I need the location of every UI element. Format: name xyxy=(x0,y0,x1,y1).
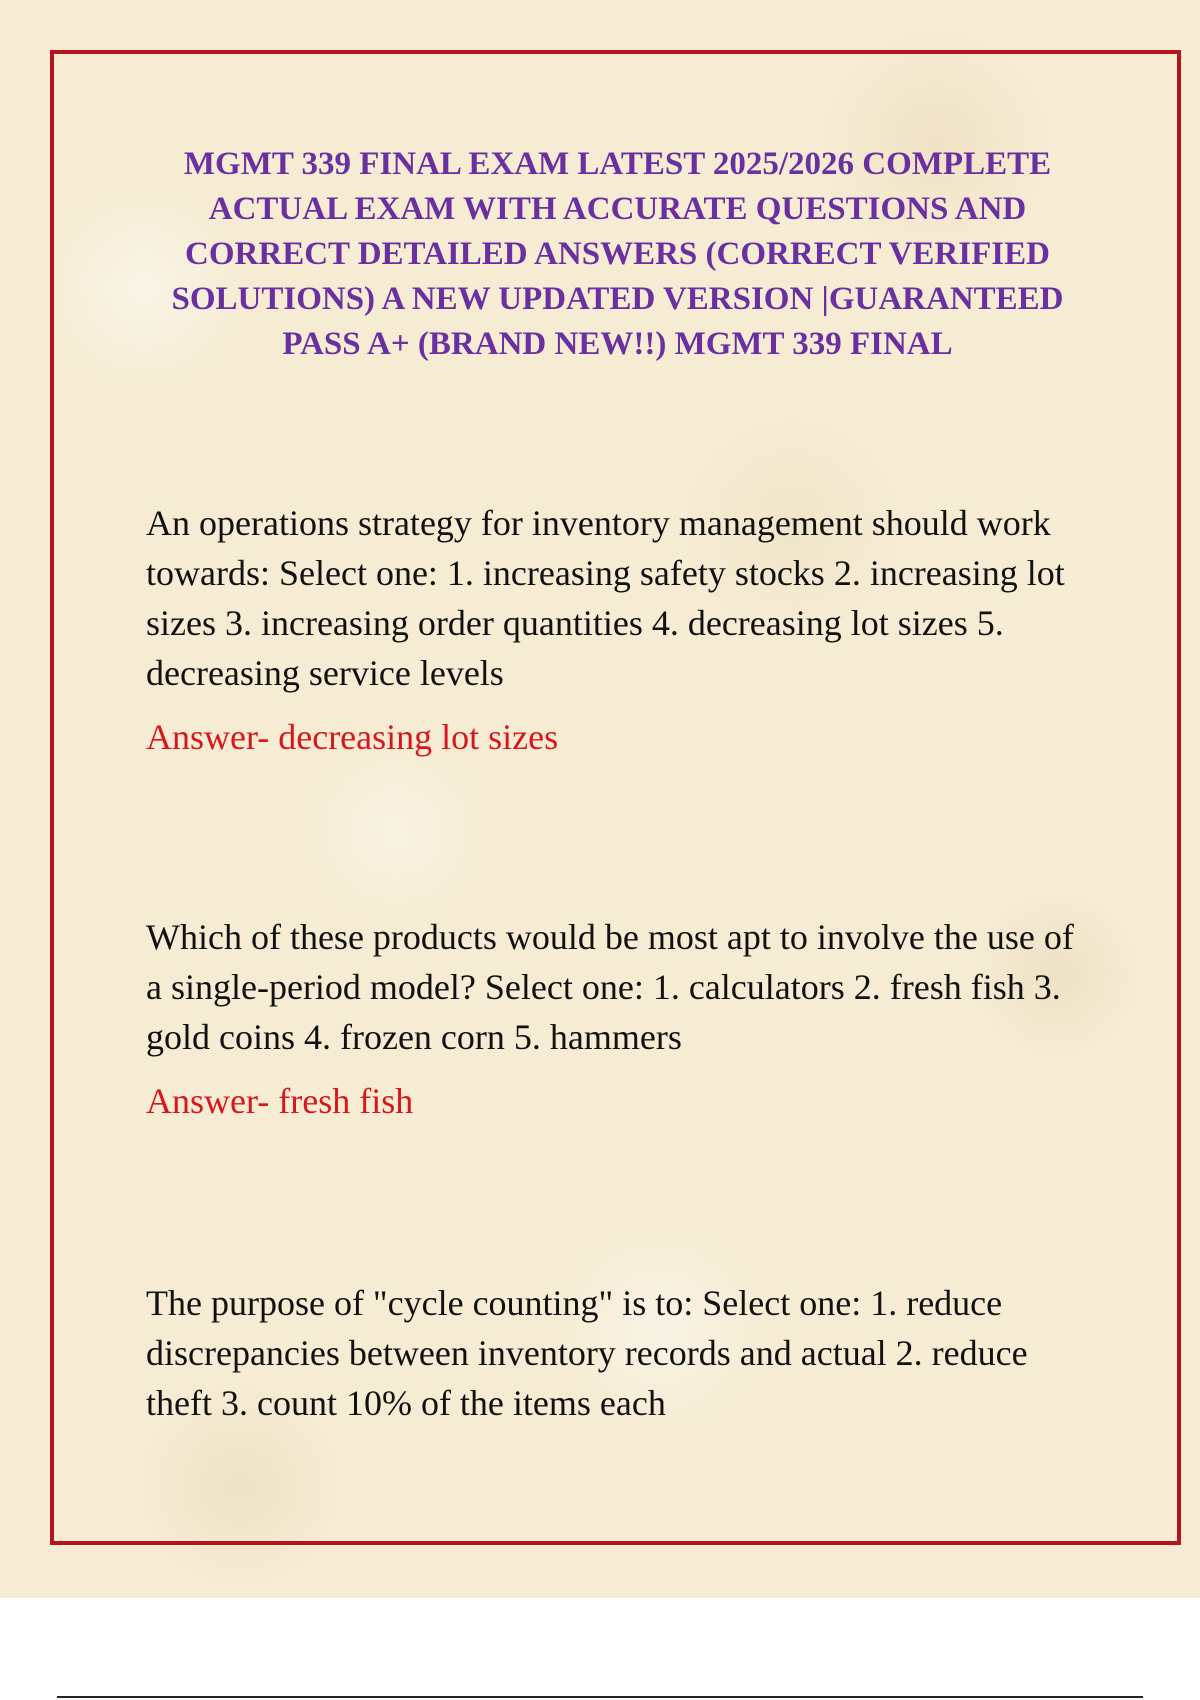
answer-text: Answer- fresh fish xyxy=(146,1081,414,1121)
answer-text: Answer- decreasing lot sizes xyxy=(146,717,559,757)
question-text: Which of these products would be most apt to involve the use of a single-period model? Select one: 1. calculators 2. fresh fish 3. gold coins 4. frozen corn 5. hammers xyxy=(146,917,1074,1057)
question-text: The purpose of "cycle counting" is to: Select one: 1. reduce discrepancies between inventory records and actual 2. reduce theft 3. count 10% of the items each xyxy=(146,1283,1028,1423)
footer-divider xyxy=(57,1696,1143,1698)
qa-block-3 xyxy=(146,1278,1086,1428)
question-text: An operations strategy for inventory management should work towards: Select one: 1. increasing safety stocks 2. increasing lot sizes 3. increasing order quantities 4. decreasing lot sizes 5. decreasing service levels xyxy=(146,503,1065,693)
qa-block-2 xyxy=(146,912,1086,1126)
qa-block-1 xyxy=(146,498,1086,762)
document-title: MGMT 339 FINAL EXAM LATEST 2025/2026 COMPLETE ACTUAL EXAM WITH ACCURATE QUESTIONS AND CORRECT DETAILED ANSWERS (CORRECT VERIFIED SOLUTIONS) A NEW UPDATED VERSION |GUARANTEED PASS A+ (BRAND NEW!!) MGMT 339 FINAL xyxy=(171,146,1064,362)
